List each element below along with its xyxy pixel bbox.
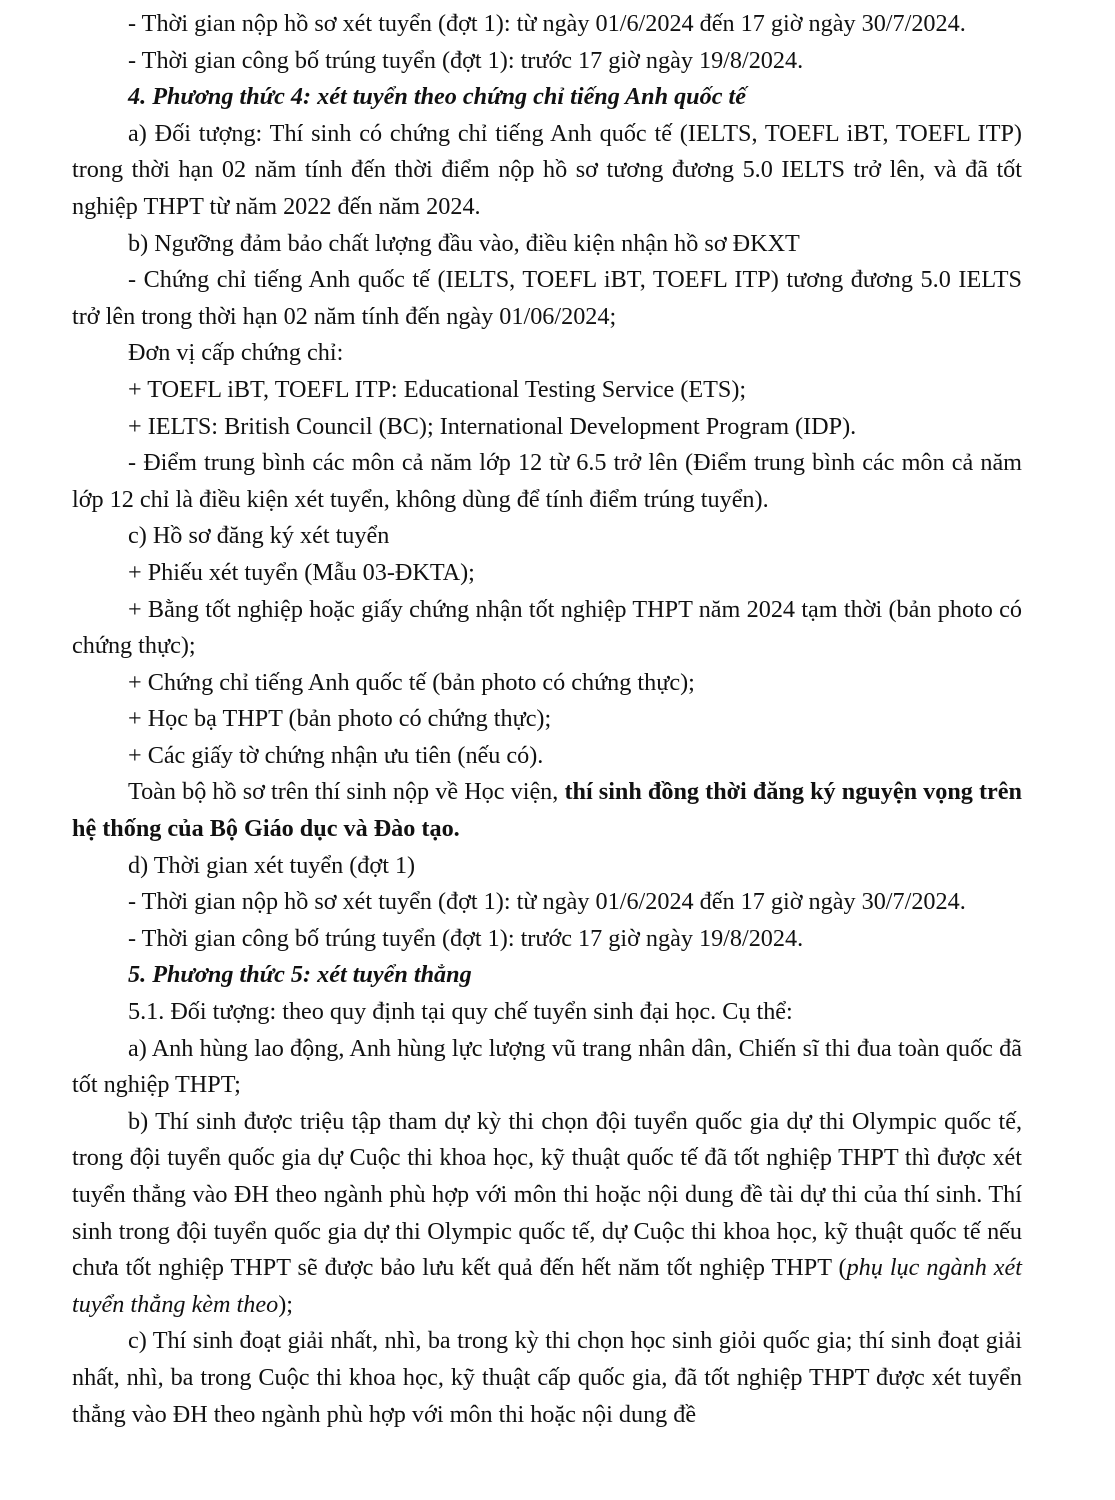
list-item-english-certificate: + Chứng chỉ tiếng Anh quốc tế (bản photo có chứng thực); (128, 668, 695, 696)
submission-note-text: Toàn bộ hồ sơ trên thí sinh nộp về Học viện, (128, 778, 565, 806)
paragraph-gpa-requirement: - Điểm trung bình các môn cả năm lớp 12 từ 6.5 trở lên (Điểm trung bình các môn cả năm lớp 12 chỉ là điều kiện xét tuyển, không dùng để tính điểm trúng tuyển). (72, 449, 1022, 513)
paragraph-application-documents: c) Hồ sơ đăng ký xét tuyển (128, 522, 390, 550)
list-item-olympic-candidates (72, 1104, 1022, 1324)
list-item-labor-heroes: a) Anh hùng lao động, Anh hùng lực lượng vũ trang nhân dân, Chiến sĩ thi đua toàn quốc đã tốt nghiệp THPT; (72, 1034, 1022, 1099)
paragraph-submission-period-repeat: - Thời gian nộp hồ sơ xét tuyển (đợt 1): từ ngày 01/6/2024 đến 17 giờ ngày 30/7/2024. (128, 888, 966, 916)
list-item-application-form: + Phiếu xét tuyển (Mẫu 03-ĐKTA); (128, 558, 475, 586)
olympic-candidates-appendix: phụ lục ngành xét tuyển thẳng kèm theo (72, 1254, 1022, 1318)
paragraph-issuers-label: Đơn vị cấp chứng chỉ: (128, 339, 344, 367)
paragraph-submission-note (72, 774, 1022, 847)
list-item-toefl-issuer: + TOEFL iBT, TOEFL ITP: Educational Testing Service (ETS); (128, 375, 747, 403)
section-heading-method-4: 4. Phương thức 4: xét tuyển theo chứng chỉ tiếng Anh quốc tế (128, 83, 746, 111)
document-page (72, 6, 1022, 1433)
paragraph-certificate-requirement: - Chứng chỉ tiếng Anh quốc tế (IELTS, TOEFL iBT, TOEFL ITP) tương đương 5.0 IELTS trở lên trong thời hạn 02 năm tính đến ngày 01/06/2024; (72, 266, 1022, 330)
list-item-ielts-issuer: + IELTS: British Council (BC); International Development Program (IDP). (128, 412, 857, 440)
paragraph-announcement-round1: - Thời gian công bố trúng tuyển (đợt 1): trước 17 giờ ngày 19/8/2024. (128, 46, 804, 74)
paragraph-admission-period: d) Thời gian xét tuyển (đợt 1) (128, 851, 416, 879)
paragraph-submission-period-round1: - Thời gian nộp hồ sơ xét tuyển (đợt 1): từ ngày 01/6/2024 đến 17 giờ ngày 30/7/2024. (128, 10, 966, 37)
section-heading-method-5: 5. Phương thức 5: xét tuyển thẳng (128, 961, 472, 989)
list-item-national-prize-winners: c) Thí sinh đoạt giải nhất, nhì, ba trong kỳ thi chọn học sinh giỏi quốc gia; thí sinh đoạt giải nhất, nhì, ba trong Cuộc thi khoa học, kỹ thuật cấp quốc gia, đã tốt nghiệp THPT được xét tuyển thẳng vào ĐH theo ngành phù hợp với môn thi hoặc nội dung đề (72, 1327, 1022, 1428)
paragraph-method4-threshold: b) Ngưỡng đảm bảo chất lượng đầu vào, điều kiện nhận hồ sơ ĐKXT (128, 229, 800, 257)
list-item-priority-documents: + Các giấy tờ chứng nhận ưu tiên (nếu có). (128, 741, 544, 769)
paragraph-method4-target: a) Đối tượng: Thí sinh có chứng chỉ tiếng Anh quốc tế (IELTS, TOEFL iBT, TOEFL ITP) trong thời hạn 02 năm tính đến thời điểm nộp hồ sơ tương đương 5.0 IELTS trở lên, và đã tốt nghiệp THPT từ năm 2022 đến năm 2024. (72, 119, 1022, 220)
paragraph-announcement-repeat: - Thời gian công bố trúng tuyển (đợt 1): trước 17 giờ ngày 19/8/2024. (128, 924, 804, 952)
olympic-candidates-tail: ); (278, 1290, 293, 1318)
olympic-candidates-text: b) Thí sinh được triệu tập tham dự kỳ thi chọn đội tuyển quốc gia dự thi Olympic quốc tế, trong đội tuyển quốc gia dự Cuộc thi khoa học, kỹ thuật quốc tế đã tốt nghiệp THPT thì được xét tuyển thẳng vào ĐH theo ngành phù hợp với môn thi hoặc nội dung đề tài dự thi của thí sinh. Thí sinh trong đội tuyển quốc gia dự thi Olympic quốc tế, dự Cuộc thi khoa học, kỹ thuật quốc tế nếu chưa tốt nghiệp THPT sẽ được bảo lưu kết quả đến hết năm tốt nghiệp THPT ( (72, 1107, 1022, 1282)
submission-note-emphasis: thí sinh đồng thời đăng ký nguyện vọng trên hệ thống của Bộ Giáo dục và Đào tạo. (72, 778, 1022, 843)
paragraph-direct-admission-target: 5.1. Đối tượng: theo quy định tại quy chế tuyển sinh đại học. Cụ thể: (128, 998, 793, 1026)
list-item-transcript: + Học bạ THPT (bản photo có chứng thực); (128, 705, 552, 733)
list-item-diploma: + Bằng tốt nghiệp hoặc giấy chứng nhận tốt nghiệp THPT năm 2024 tạm thời (bản photo có chứng thực); (72, 595, 1022, 660)
